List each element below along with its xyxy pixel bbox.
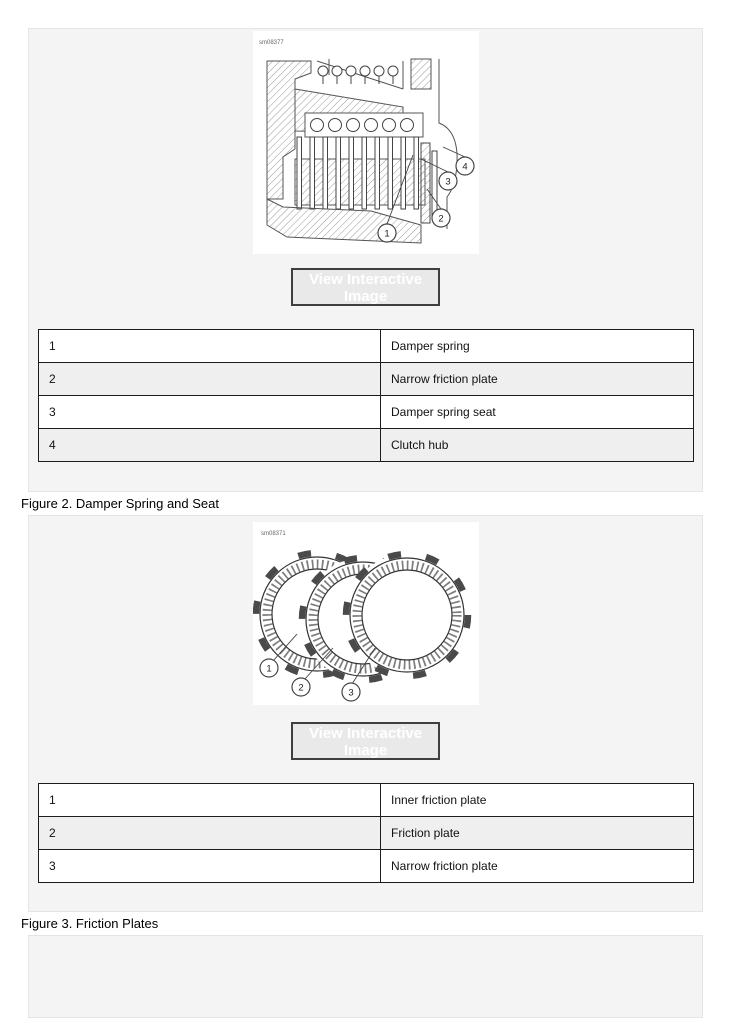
figure3-parts-table <box>38 783 694 883</box>
view-interactive-image-button-fig3[interactable]: View Interactive Image <box>291 722 440 760</box>
table-row <box>39 784 694 817</box>
part-name-cell: Narrow friction plate <box>381 850 694 883</box>
friction-plate-ring-3 <box>346 554 468 676</box>
callout-2 <box>292 678 310 696</box>
callout-1 <box>260 659 278 677</box>
callout-1-number: 1 <box>265 663 272 675</box>
figure2-caption: Figure 2. Damper Spring and Seat <box>21 496 219 511</box>
part-name-cell: Damper spring seat <box>381 396 694 429</box>
figure3-section <box>28 515 703 912</box>
callout-4-number: 4 <box>461 161 468 173</box>
part-number-cell: 1 <box>39 330 381 363</box>
table-row <box>39 850 694 883</box>
part-name-cell: Inner friction plate <box>381 784 694 817</box>
table-row <box>39 817 694 850</box>
callout-1 <box>378 224 396 242</box>
part-number-cell: 3 <box>39 396 381 429</box>
part-name-cell: Narrow friction plate <box>381 363 694 396</box>
callout-2-number: 2 <box>297 682 304 694</box>
part-name-cell: Friction plate <box>381 817 694 850</box>
figure2-section <box>28 28 703 492</box>
part-name-cell: Damper spring <box>381 330 694 363</box>
figure2-image-id-label: sm08377 <box>258 40 284 46</box>
part-number-cell: 4 <box>39 429 381 462</box>
callout-3 <box>342 683 360 701</box>
bolt-boss <box>411 59 431 89</box>
table-row <box>39 330 694 363</box>
part-number-cell: 1 <box>39 784 381 817</box>
callout-4 <box>456 157 474 175</box>
upper-spring-row <box>318 66 398 84</box>
part-name-cell: Clutch hub <box>381 429 694 462</box>
callout-2-number: 2 <box>437 213 444 225</box>
housing-right-contour <box>439 59 457 229</box>
callout-2 <box>432 209 450 227</box>
damper-spring-seat-part <box>421 143 430 223</box>
view-interactive-image-button-fig2[interactable]: View Interactive Image <box>291 268 440 306</box>
figure2-image <box>253 31 479 254</box>
table-row <box>39 396 694 429</box>
part-number-cell: 2 <box>39 817 381 850</box>
next-section-placeholder <box>28 935 703 1018</box>
table-row <box>39 363 694 396</box>
figure3-image <box>253 522 479 705</box>
narrow-friction-plate-part <box>432 151 437 217</box>
figure3-image-id-label: sm08371 <box>260 531 286 537</box>
callout-3-number: 3 <box>347 687 354 699</box>
figure3-caption: Figure 3. Friction Plates <box>21 916 159 931</box>
part-number-cell: 3 <box>39 850 381 883</box>
part-number-cell: 2 <box>39 363 381 396</box>
figure2-parts-table <box>38 329 694 462</box>
callout-1-number: 1 <box>383 228 390 240</box>
callout-3-number: 3 <box>444 176 451 188</box>
table-row <box>39 429 694 462</box>
clutch-cross-section-drawing <box>253 31 479 254</box>
housing-bottom <box>267 199 421 243</box>
callout-3 <box>439 172 457 190</box>
friction-plates-drawing <box>253 522 479 705</box>
